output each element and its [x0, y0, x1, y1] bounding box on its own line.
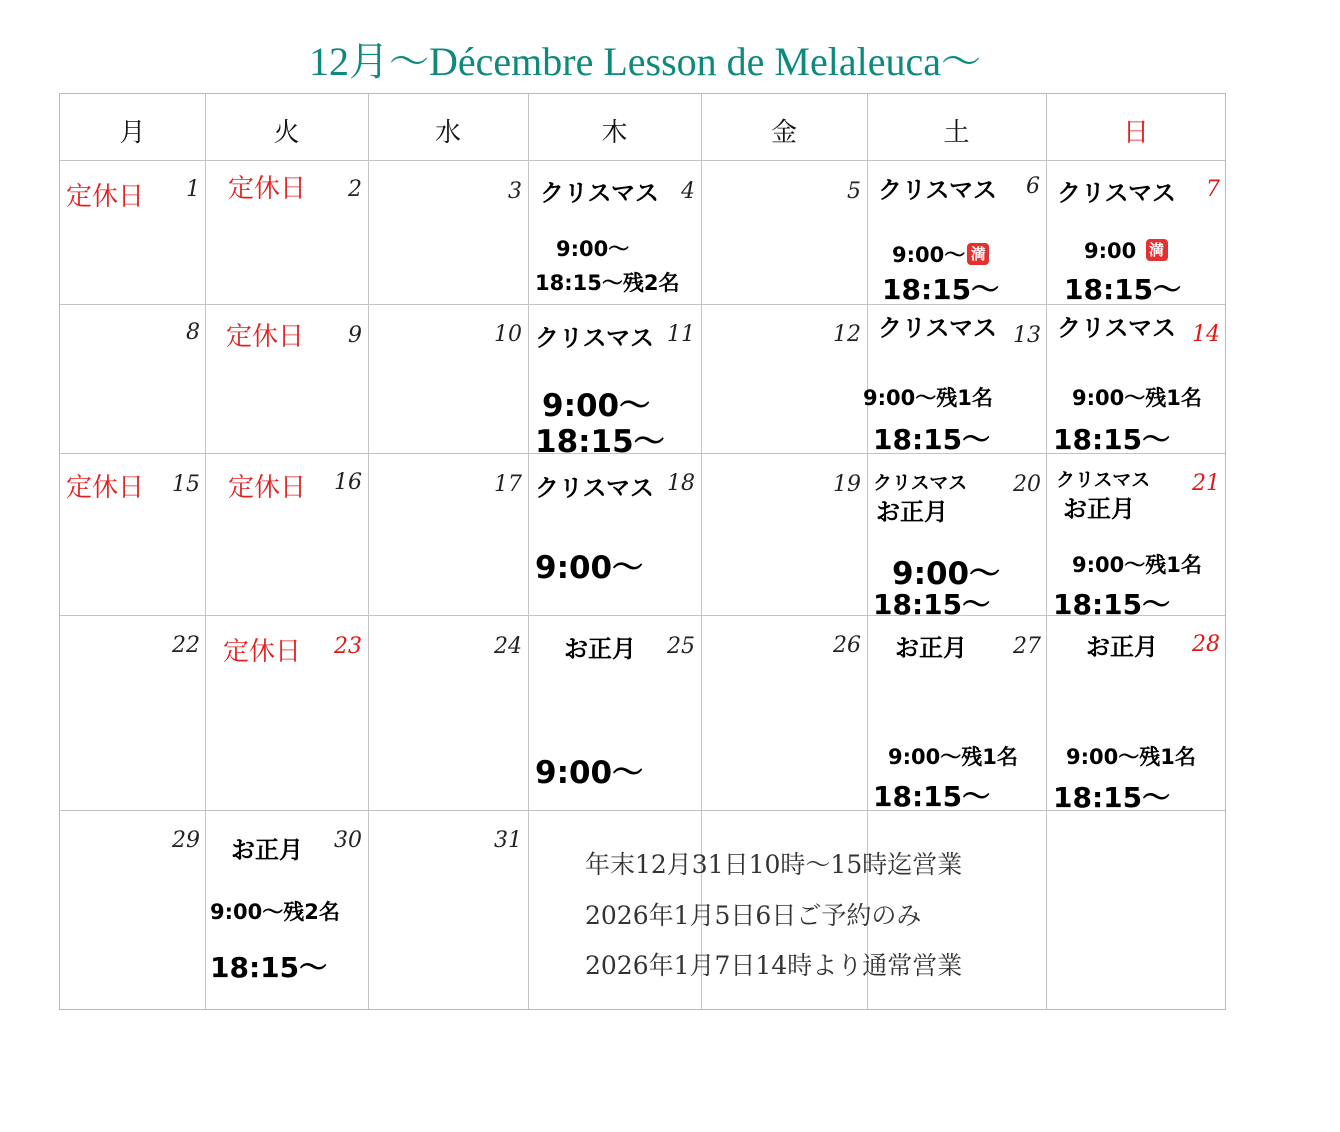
row-divider — [60, 160, 1225, 161]
weekday-thu: 木 — [601, 118, 628, 148]
newyear-label: お正月 — [1063, 495, 1135, 523]
notice-line: 2026年1月7日14時より通常営業 — [585, 951, 963, 980]
day-number: 16 — [334, 470, 362, 495]
notice-line: 年末12月31日10時〜15時迄営業 — [585, 850, 963, 879]
day-number: 26 — [833, 633, 861, 658]
weekday-sun: 日 — [1122, 118, 1149, 148]
newyear-label: お正月 — [564, 635, 636, 663]
day-number: 9 — [348, 323, 362, 348]
weekday-sat: 土 — [943, 118, 970, 148]
day-number: 30 — [334, 828, 362, 853]
slot-morning[interactable]: 9:00 満 — [1084, 239, 1168, 263]
slot-evening[interactable]: 18:15〜 — [1064, 273, 1182, 306]
day-number: 28 — [1192, 632, 1220, 657]
christmas-label: クリスマス — [1056, 469, 1151, 491]
slot-evening[interactable]: 18:15〜 — [873, 780, 991, 813]
day-number: 24 — [494, 634, 522, 659]
christmas-label: クリスマス — [1057, 314, 1177, 342]
newyear-label: お正月 — [231, 836, 303, 864]
closed-label: 定休日 — [226, 322, 305, 352]
day-number: 17 — [494, 472, 522, 497]
newyear-label: お正月 — [876, 498, 948, 526]
day-number: 7 — [1206, 177, 1220, 202]
day-number: 21 — [1192, 471, 1220, 496]
christmas-label: クリスマス — [1057, 179, 1177, 207]
slot-morning[interactable]: 9:00〜 — [892, 556, 1001, 592]
weekday-fri: 金 — [770, 118, 797, 148]
day-number: 15 — [172, 472, 200, 497]
notice-line: 2026年1月5日6日ご予約のみ — [585, 901, 922, 930]
day-number: 12 — [833, 322, 861, 347]
weekday-mon: 月 — [119, 118, 146, 148]
day-number: 13 — [1013, 323, 1041, 348]
slot-morning[interactable]: 9:00〜残1名 — [1072, 553, 1202, 577]
day-number: 18 — [667, 471, 695, 496]
slot-evening[interactable]: 18:15〜残2名 — [535, 271, 680, 295]
slot-morning[interactable]: 9:00〜 — [535, 550, 644, 586]
slot-morning[interactable]: 9:00〜残1名 — [1072, 386, 1202, 410]
row-divider — [60, 615, 1225, 616]
christmas-label: クリスマス — [878, 314, 998, 342]
day-number: 10 — [494, 322, 522, 347]
day-number: 8 — [186, 320, 200, 345]
full-badge: 満 — [967, 243, 989, 265]
slot-evening[interactable]: 18:15〜 — [535, 424, 665, 460]
day-number: 4 — [681, 179, 695, 204]
weekday-tue: 火 — [273, 118, 300, 148]
day-number: 5 — [847, 179, 861, 204]
slot-evening[interactable]: 18:15〜 — [1053, 588, 1171, 621]
slot-morning[interactable]: 9:00〜残2名 — [210, 900, 340, 924]
closed-label: 定休日 — [66, 473, 145, 503]
day-number: 27 — [1013, 634, 1041, 659]
newyear-label: お正月 — [1086, 633, 1158, 661]
slot-evening[interactable]: 18:15〜 — [1053, 423, 1171, 456]
closed-label: 定休日 — [228, 174, 307, 204]
row-divider — [60, 304, 1225, 305]
column-divider — [205, 94, 206, 1009]
day-number: 29 — [172, 828, 200, 853]
day-number: 2 — [348, 177, 362, 202]
slot-morning[interactable]: 9:00〜 — [535, 755, 644, 791]
closed-label: 定休日 — [66, 182, 145, 212]
day-number: 20 — [1013, 472, 1041, 497]
full-badge: 満 — [1146, 239, 1168, 261]
closed-label: 定休日 — [228, 473, 307, 503]
slot-evening[interactable]: 18:15〜 — [873, 588, 991, 621]
christmas-label: クリスマス — [535, 324, 655, 352]
slot-morning[interactable]: 9:00〜残1名 — [1066, 745, 1196, 769]
day-number: 25 — [667, 634, 695, 659]
day-number: 23 — [334, 634, 362, 659]
column-divider — [1046, 94, 1047, 1009]
slot-evening[interactable]: 18:15〜 — [882, 273, 1000, 306]
day-number: 19 — [833, 472, 861, 497]
christmas-label: クリスマス — [878, 176, 998, 204]
slot-evening[interactable]: 18:15〜 — [210, 951, 328, 984]
christmas-label: クリスマス — [873, 472, 968, 494]
slot-morning[interactable]: 9:00〜 — [556, 237, 630, 261]
day-number: 1 — [186, 177, 200, 202]
closed-label: 定休日 — [223, 637, 302, 667]
slot-evening[interactable]: 18:15〜 — [873, 423, 991, 456]
day-number: 22 — [172, 633, 200, 658]
day-number: 31 — [494, 828, 522, 853]
column-divider — [368, 94, 369, 1009]
day-number: 11 — [667, 322, 695, 347]
slot-morning[interactable]: 9:00〜残1名 — [863, 386, 993, 410]
christmas-label: クリスマス — [535, 474, 655, 502]
day-number: 3 — [508, 179, 522, 204]
row-divider — [60, 810, 1225, 811]
day-number: 6 — [1026, 174, 1040, 199]
newyear-label: お正月 — [895, 634, 967, 662]
day-number: 14 — [1192, 322, 1220, 347]
weekday-wed: 水 — [434, 118, 461, 148]
christmas-label: クリスマス — [540, 179, 660, 207]
slot-morning[interactable]: 9:00〜残1名 — [888, 745, 1018, 769]
column-divider — [528, 94, 529, 1009]
slot-evening[interactable]: 18:15〜 — [1053, 781, 1171, 814]
slot-morning[interactable]: 9:00〜 満 — [892, 239, 989, 269]
slot-morning[interactable]: 9:00〜 — [542, 388, 651, 424]
page-title: 12月〜Décembre Lesson de Melaleuca〜 — [309, 39, 981, 84]
